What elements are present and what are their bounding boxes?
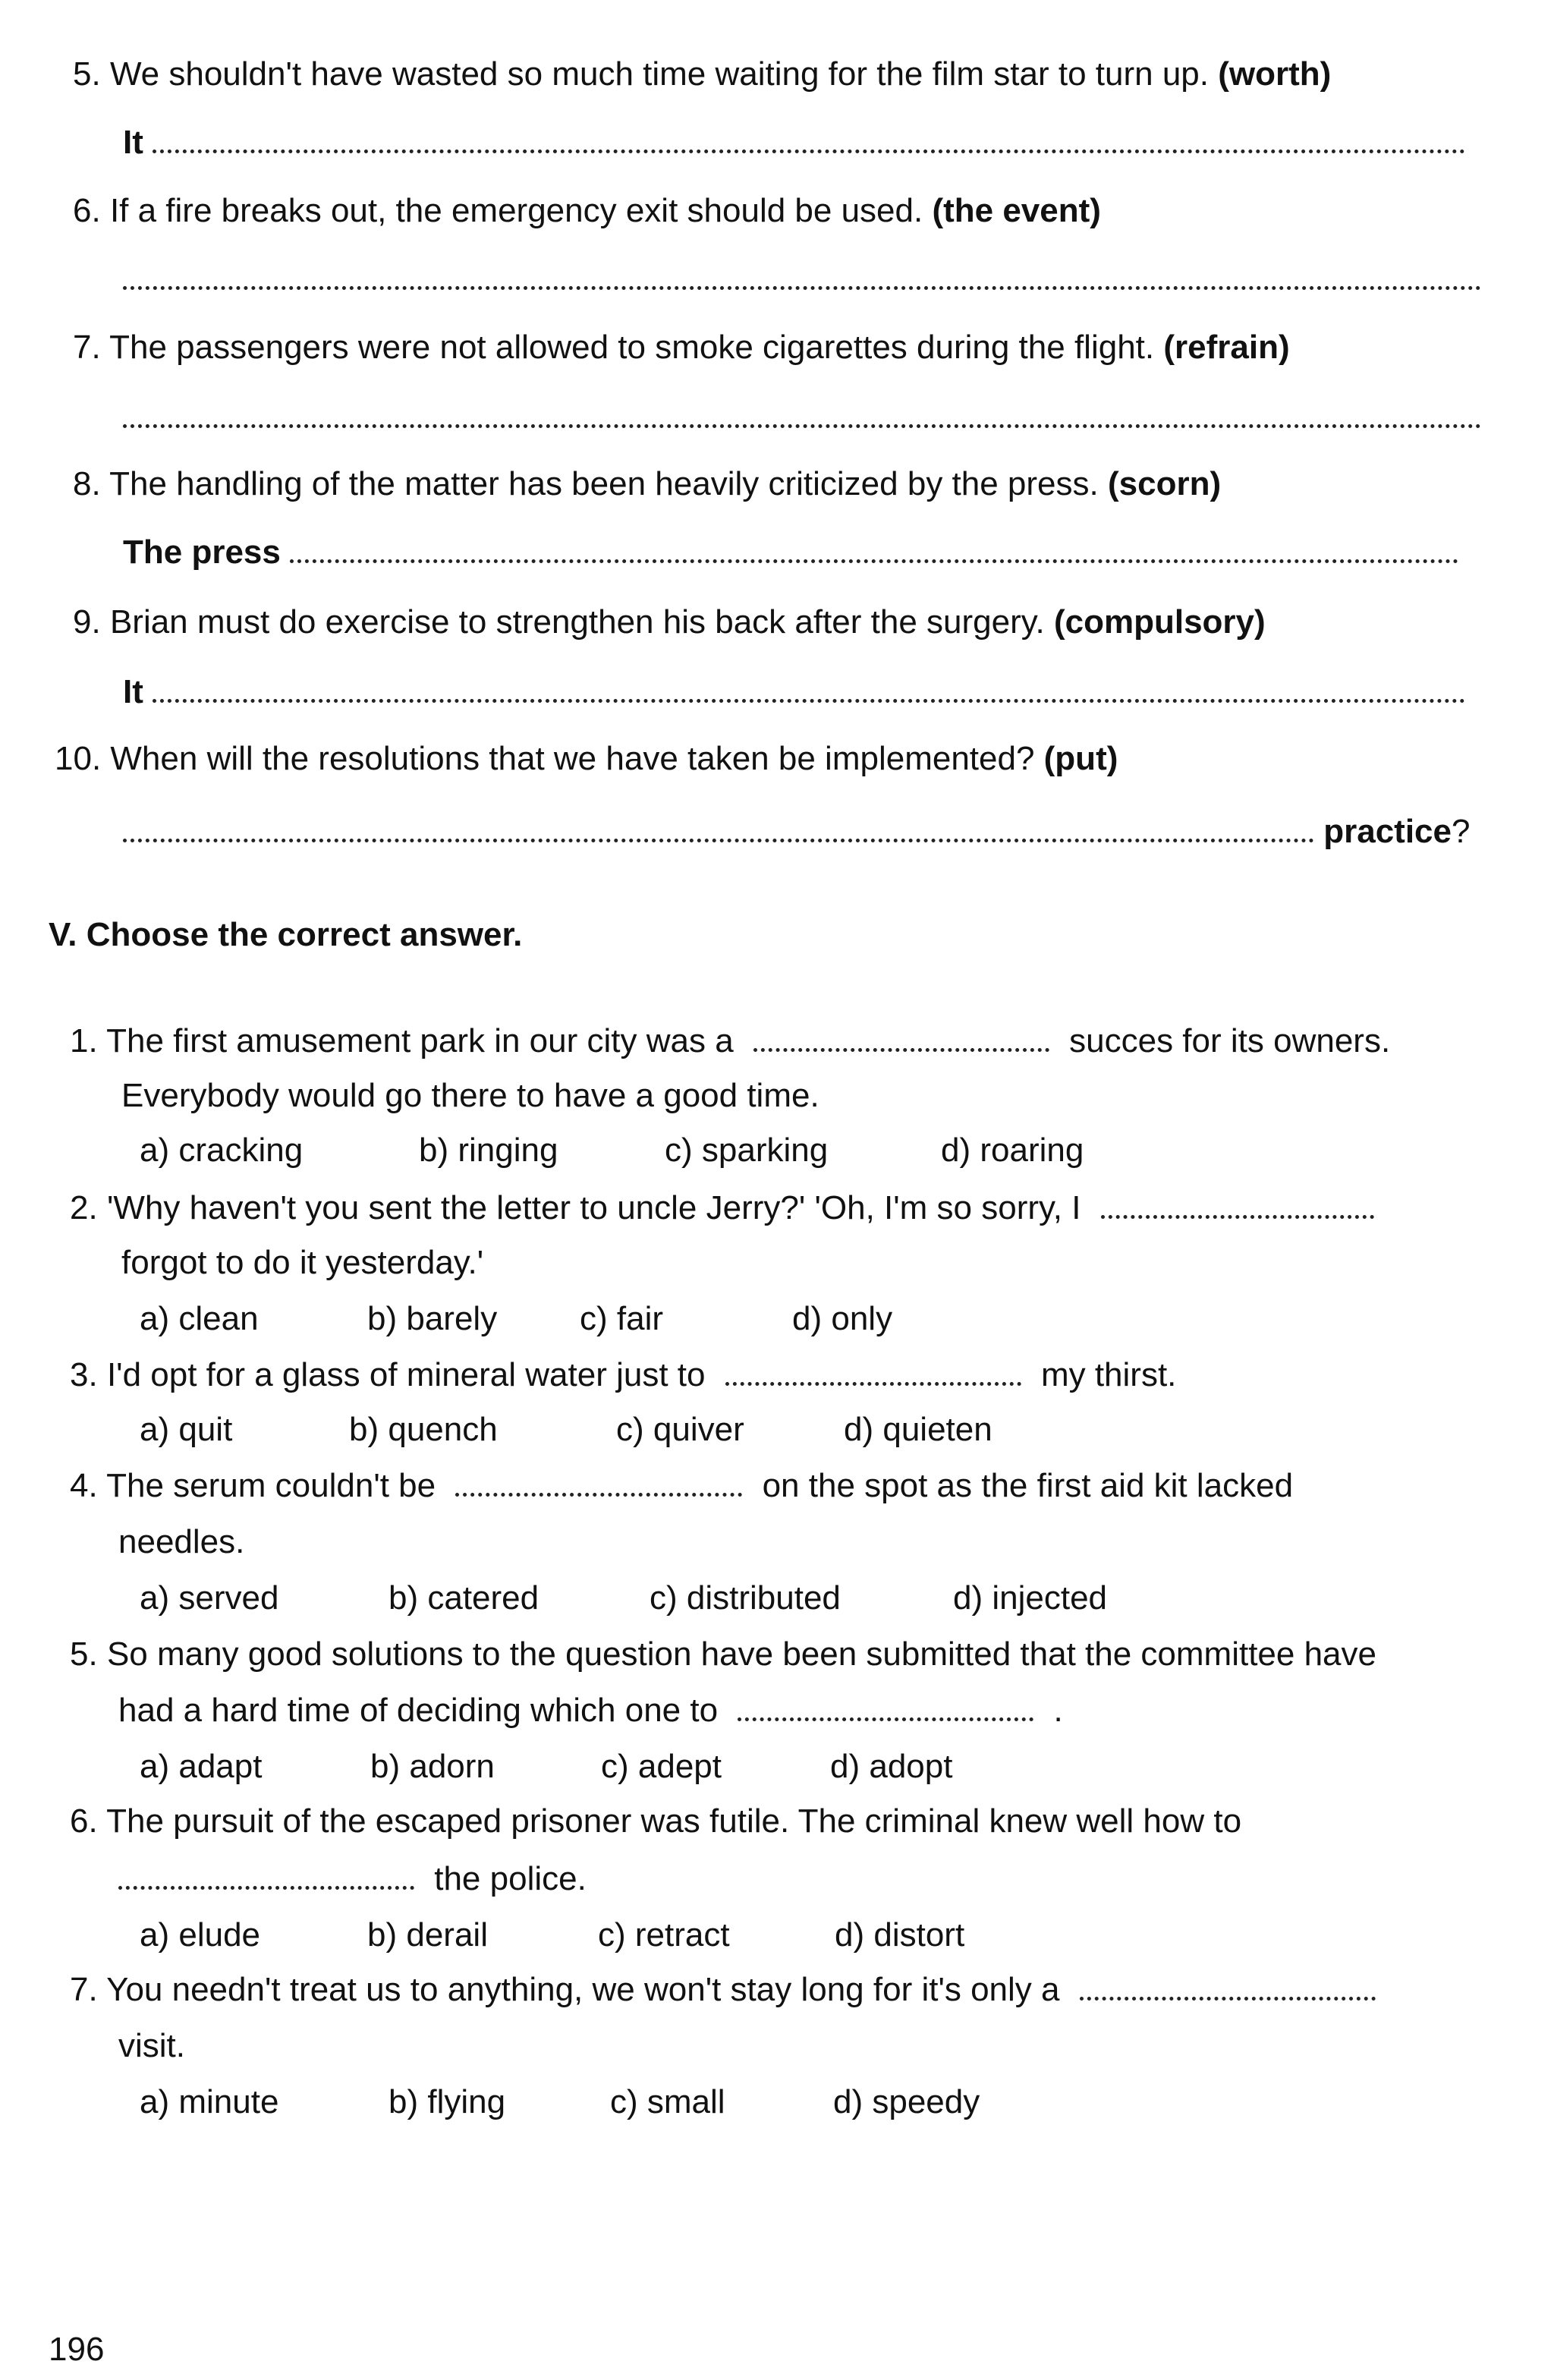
q5-5-line2-end: . bbox=[1053, 1692, 1063, 1729]
q5-3-option-a[interactable]: a) quit bbox=[140, 1411, 233, 1448]
q5-3-line bbox=[70, 1354, 1176, 1396]
q4-6-number: 6. bbox=[73, 192, 101, 229]
q5-5-line2 bbox=[118, 1689, 1063, 1732]
q4-10-blank[interactable] bbox=[123, 839, 1314, 842]
q5-4-after: on the spot as the first aid kit lacked bbox=[762, 1467, 1294, 1504]
q4-10-answer-line bbox=[123, 811, 1470, 853]
q5-4-number: 4. bbox=[70, 1467, 98, 1504]
q4-6-answer-line bbox=[123, 258, 1481, 301]
q5-3-option-c[interactable]: c) quiver bbox=[616, 1411, 744, 1448]
q4-5-line bbox=[73, 53, 1331, 96]
q5-2-blank[interactable] bbox=[1101, 1215, 1374, 1219]
q4-5-blank[interactable] bbox=[153, 150, 1465, 153]
q4-7-blank[interactable] bbox=[123, 424, 1481, 428]
q4-9-keyword: (compulsory) bbox=[1053, 603, 1266, 641]
q5-3-number: 3. bbox=[70, 1356, 98, 1393]
q4-8-answer-line bbox=[123, 531, 1458, 574]
q5-5-line2-text: had a hard time of deciding which one to bbox=[118, 1692, 719, 1729]
q4-5-text: We shouldn't have wasted so much time waiting for the film star to turn up. bbox=[109, 55, 1209, 93]
q4-10-suffix: practice bbox=[1323, 813, 1452, 850]
q5-5-option-b[interactable]: b) adorn bbox=[370, 1748, 495, 1785]
q5-1-option-a[interactable]: a) cracking bbox=[140, 1132, 304, 1169]
q4-6-blank[interactable] bbox=[123, 286, 1481, 290]
q4-7-number: 7. bbox=[73, 329, 101, 366]
q5-2-option-d[interactable]: d) only bbox=[792, 1300, 893, 1337]
q4-10-keyword: (put) bbox=[1043, 740, 1118, 777]
q5-4-option-c[interactable]: c) distributed bbox=[650, 1579, 841, 1617]
q4-10-question-mark: ? bbox=[1452, 813, 1471, 850]
q5-6-option-d[interactable]: d) distort bbox=[835, 1916, 965, 1953]
q5-2-number: 2. bbox=[70, 1189, 98, 1226]
q5-4-option-a[interactable]: a) served bbox=[140, 1579, 279, 1617]
q5-2-option-b[interactable]: b) barely bbox=[367, 1300, 498, 1337]
q5-1-text: The first amusement park in our city was a bbox=[106, 1022, 734, 1059]
q5-6-option-a[interactable]: a) elude bbox=[140, 1916, 261, 1953]
q4-7-answer-line bbox=[123, 396, 1481, 439]
q4-8-keyword: (scorn) bbox=[1107, 465, 1222, 502]
q5-3-blank[interactable] bbox=[725, 1382, 1021, 1386]
page-number: 196 bbox=[49, 2331, 105, 2368]
q5-1-blank[interactable] bbox=[753, 1048, 1049, 1052]
q5-7-option-a[interactable]: a) minute bbox=[140, 2083, 279, 2120]
q4-9-number: 9. bbox=[73, 603, 101, 641]
q5-4-option-d[interactable]: d) injected bbox=[953, 1579, 1108, 1617]
q4-8-number: 8. bbox=[73, 465, 101, 502]
q5-1-after: succes for its owners. bbox=[1069, 1022, 1391, 1059]
q4-9-blank[interactable] bbox=[153, 699, 1465, 703]
q4-5-answer-line bbox=[123, 121, 1465, 164]
q4-10-text: When will the resolutions that we have taken be implemented? bbox=[110, 740, 1035, 777]
q5-6-line2 bbox=[118, 1858, 587, 1900]
q4-10-line bbox=[55, 738, 1118, 780]
q5-6-blank[interactable] bbox=[118, 1886, 414, 1890]
q4-8-blank[interactable] bbox=[290, 559, 1458, 563]
q5-2-line2: forgot to do it yesterday.' bbox=[121, 1244, 484, 1281]
q5-3-option-d[interactable]: d) quieten bbox=[844, 1411, 992, 1448]
q4-9-prefix: It bbox=[123, 673, 143, 710]
q5-1-line2: Everybody would go there to have a good time. bbox=[121, 1077, 819, 1114]
q5-6-option-c[interactable]: c) retract bbox=[598, 1916, 730, 1953]
q5-7-number: 7. bbox=[70, 1971, 98, 2008]
q4-8-line bbox=[73, 463, 1221, 505]
q5-7-text: You needn't treat us to anything, we won't stay long for it's only a bbox=[106, 1971, 1060, 2008]
q5-7-line2: visit. bbox=[118, 2027, 185, 2064]
q5-2-text: 'Why haven't you sent the letter to uncle Jerry?' 'Oh, I'm so sorry, I bbox=[106, 1189, 1081, 1226]
q4-7-text: The passengers were not allowed to smoke cigarettes during the flight. bbox=[109, 329, 1155, 366]
q4-7-line bbox=[73, 326, 1290, 369]
q5-7-option-b[interactable]: b) flying bbox=[388, 2083, 506, 2120]
q5-3-after: my thirst. bbox=[1040, 1356, 1177, 1393]
q4-9-text: Brian must do exercise to strengthen his back after the surgery. bbox=[109, 603, 1045, 641]
q4-5-prefix: It bbox=[123, 124, 143, 161]
q4-7-keyword: (refrain) bbox=[1163, 329, 1290, 366]
q5-6-line bbox=[70, 1800, 1241, 1843]
q5-7-line bbox=[70, 1969, 1376, 2011]
q5-5-line bbox=[70, 1633, 1376, 1676]
q5-7-option-d[interactable]: d) speedy bbox=[833, 2083, 980, 2120]
q5-7-option-c[interactable]: c) small bbox=[610, 2083, 725, 2120]
q5-3-text: I'd opt for a glass of mineral water just to bbox=[106, 1356, 706, 1393]
q5-1-number: 1. bbox=[70, 1022, 98, 1059]
q4-6-keyword: (the event) bbox=[932, 192, 1101, 229]
q5-5-option-d[interactable]: d) adopt bbox=[830, 1748, 953, 1785]
q5-6-line2-text: the police. bbox=[434, 1860, 587, 1897]
q4-8-text: The handling of the matter has been heavily criticized by the press. bbox=[109, 465, 1099, 502]
q5-7-blank[interactable] bbox=[1080, 1997, 1376, 2001]
q4-9-line bbox=[73, 601, 1266, 644]
q4-9-answer-line bbox=[123, 671, 1465, 713]
q5-4-blank[interactable] bbox=[455, 1493, 742, 1497]
q4-6-line bbox=[73, 190, 1101, 232]
q5-1-option-b[interactable]: b) ringing bbox=[419, 1132, 558, 1169]
q5-2-option-c[interactable]: c) fair bbox=[580, 1300, 663, 1337]
q5-5-text: So many good solutions to the question have been submitted that the committee have bbox=[106, 1635, 1376, 1673]
q5-5-option-c[interactable]: c) adept bbox=[601, 1748, 722, 1785]
q5-4-line2: needles. bbox=[118, 1523, 245, 1560]
q4-5-number: 5. bbox=[73, 55, 101, 93]
q5-4-text: The serum couldn't be bbox=[106, 1467, 436, 1504]
q5-4-option-b[interactable]: b) catered bbox=[388, 1579, 539, 1617]
q4-10-number: 10. bbox=[55, 740, 102, 777]
q5-1-option-d[interactable]: d) roaring bbox=[941, 1132, 1084, 1169]
section-v-heading: V. Choose the correct answer. bbox=[49, 916, 523, 953]
q5-6-text: The pursuit of the escaped prisoner was futile. The criminal knew well how to bbox=[106, 1802, 1242, 1840]
q5-1-option-c[interactable]: c) sparking bbox=[665, 1132, 829, 1169]
q4-5-keyword: (worth) bbox=[1218, 55, 1332, 93]
q5-3-option-b[interactable]: b) quench bbox=[349, 1411, 498, 1448]
q5-6-number: 6. bbox=[70, 1802, 98, 1840]
q5-2-line bbox=[70, 1187, 1374, 1229]
q5-4-line bbox=[70, 1465, 1293, 1507]
q5-1-line bbox=[70, 1020, 1390, 1062]
q5-2-option-a[interactable]: a) clean bbox=[140, 1300, 259, 1337]
q5-6-option-b[interactable]: b) derail bbox=[367, 1916, 488, 1953]
q5-5-blank[interactable] bbox=[738, 1717, 1033, 1721]
q5-5-number: 5. bbox=[70, 1635, 98, 1673]
q4-8-prefix: The press bbox=[123, 534, 281, 571]
q5-5-option-a[interactable]: a) adapt bbox=[140, 1748, 263, 1785]
q4-6-text: If a fire breaks out, the emergency exit should be used. bbox=[109, 192, 923, 229]
